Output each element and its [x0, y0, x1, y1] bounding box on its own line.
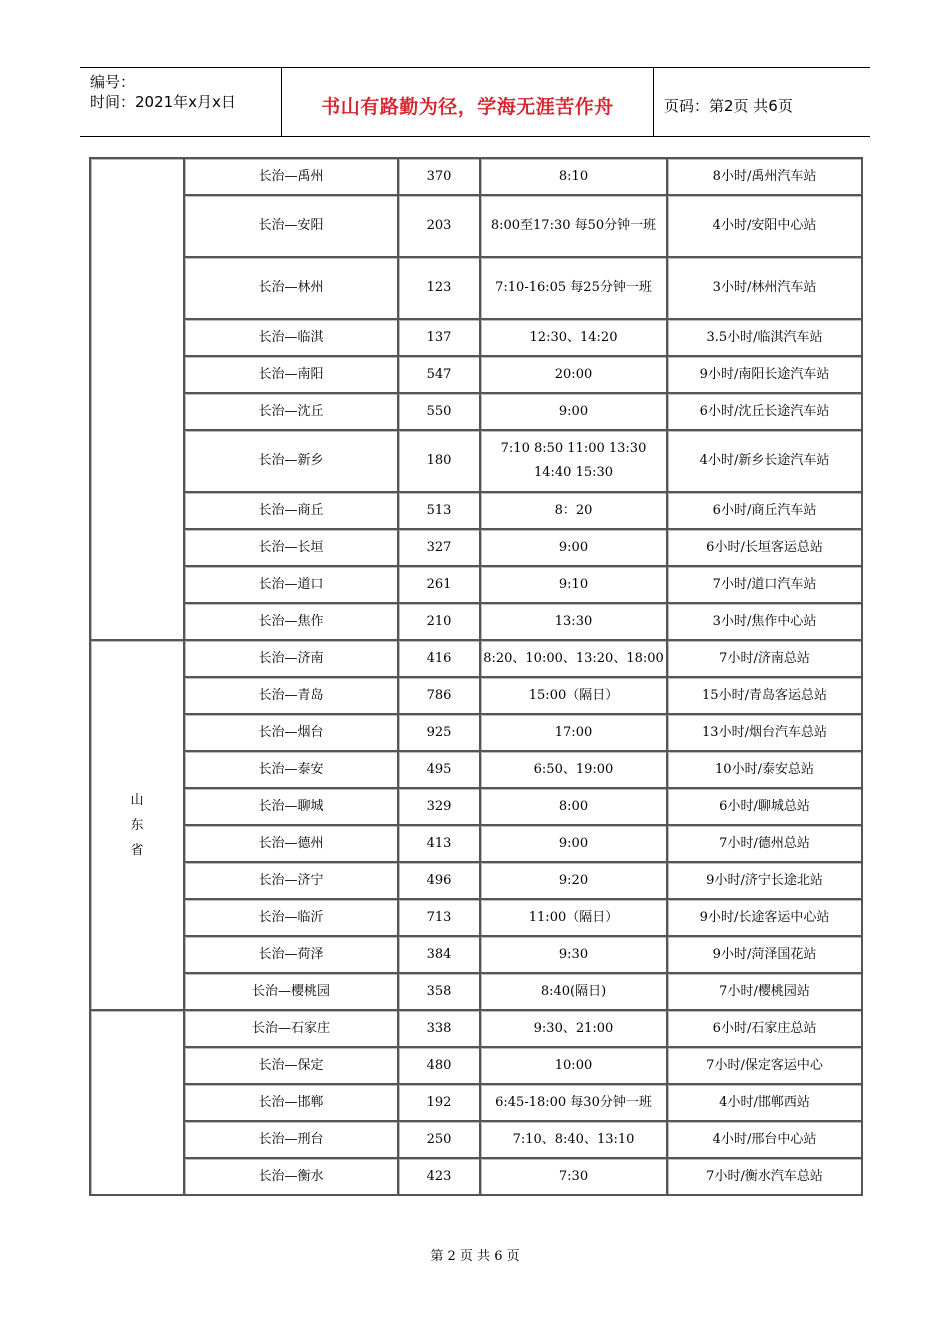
route-cell: 长治—南阳	[185, 357, 399, 394]
distance-cell: 480	[399, 1048, 481, 1085]
province-cell	[91, 159, 185, 641]
duration-cell: 10小时/泰安总站	[668, 752, 863, 789]
schedule-cell: 7:10、8:40、13:10	[481, 1122, 668, 1159]
province-cell	[91, 641, 185, 1011]
distance-cell: 370	[399, 159, 481, 196]
table-row	[91, 789, 863, 826]
schedule-cell: 7:10-16:05 每25分钟一班	[481, 258, 668, 320]
route-cell: 长治—济宁	[185, 863, 399, 900]
route-cell: 长治—聊城	[185, 789, 399, 826]
table-row	[91, 826, 863, 863]
table-row	[91, 1085, 863, 1122]
table-row	[91, 357, 863, 394]
route-cell: 长治—道口	[185, 567, 399, 604]
bus-schedule-table-wrapper	[89, 157, 861, 1196]
route-cell: 长治—石家庄	[185, 1011, 399, 1048]
duration-cell: 4小时/安阳中心站	[668, 196, 863, 258]
distance-cell: 180	[399, 431, 481, 493]
schedule-cell: 9:00	[481, 394, 668, 431]
table-row	[91, 320, 863, 357]
distance-cell: 713	[399, 900, 481, 937]
distance-cell: 423	[399, 1159, 481, 1196]
table-row	[91, 937, 863, 974]
duration-cell: 6小时/长垣客运总站	[668, 530, 863, 567]
duration-cell: 9小时/南阳长途汽车站	[668, 357, 863, 394]
schedule-cell: 9:20	[481, 863, 668, 900]
distance-cell: 338	[399, 1011, 481, 1048]
table-row	[91, 863, 863, 900]
distance-cell: 203	[399, 196, 481, 258]
schedule-cell: 15:00（隔日）	[481, 678, 668, 715]
route-cell: 长治—临沂	[185, 900, 399, 937]
schedule-cell: 9:00	[481, 530, 668, 567]
table-row	[91, 641, 863, 678]
table-body	[91, 159, 863, 1196]
schedule-cell: 6:45-18:00 每30分钟一班	[481, 1085, 668, 1122]
schedule-cell: 13:30	[481, 604, 668, 641]
distance-cell: 358	[399, 974, 481, 1011]
table-row	[91, 394, 863, 431]
duration-cell: 6小时/商丘汽车站	[668, 493, 863, 530]
distance-cell: 192	[399, 1085, 481, 1122]
table-row	[91, 431, 863, 493]
duration-cell: 6小时/沈丘长途汽车站	[668, 394, 863, 431]
table-row	[91, 567, 863, 604]
duration-cell: 6小时/石家庄总站	[668, 1011, 863, 1048]
duration-cell: 8小时/禹州汽车站	[668, 159, 863, 196]
distance-cell: 547	[399, 357, 481, 394]
schedule-cell: 20:00	[481, 357, 668, 394]
table-row	[91, 493, 863, 530]
duration-cell: 9小时/菏泽国花站	[668, 937, 863, 974]
distance-cell: 329	[399, 789, 481, 826]
route-cell: 长治—禹州	[185, 159, 399, 196]
table-row	[91, 1011, 863, 1048]
table-row	[91, 1048, 863, 1085]
duration-cell: 3小时/林州汽车站	[668, 258, 863, 320]
table-row	[91, 196, 863, 258]
number-label: 编号：	[90, 73, 136, 91]
route-cell: 长治—安阳	[185, 196, 399, 258]
schedule-cell: 8:00	[481, 789, 668, 826]
bus-schedule-table	[89, 157, 863, 1196]
table-row	[91, 974, 863, 1011]
duration-cell: 7小时/德州总站	[668, 826, 863, 863]
schedule-cell: 8:00至17:30 每50分钟一班	[481, 196, 668, 258]
duration-cell: 7小时/道口汽车站	[668, 567, 863, 604]
date-label: 时间：2021年x月x日	[90, 93, 236, 111]
schedule-cell: 17:00	[481, 715, 668, 752]
table-row	[91, 258, 863, 320]
route-cell: 长治—济南	[185, 641, 399, 678]
route-cell: 长治—青岛	[185, 678, 399, 715]
duration-cell: 3小时/焦作中心站	[668, 604, 863, 641]
table-row	[91, 678, 863, 715]
distance-cell: 786	[399, 678, 481, 715]
route-cell: 长治—刑台	[185, 1122, 399, 1159]
duration-cell: 4小时/邯郸西站	[668, 1085, 863, 1122]
header-meta	[80, 68, 282, 136]
schedule-cell: 9:30	[481, 937, 668, 974]
table-row	[91, 715, 863, 752]
route-cell: 长治—樱桃园	[185, 974, 399, 1011]
duration-cell: 7小时/济南总站	[668, 641, 863, 678]
schedule-cell: 9:00	[481, 826, 668, 863]
distance-cell: 261	[399, 567, 481, 604]
province-label: 山东省	[130, 792, 144, 858]
distance-cell: 925	[399, 715, 481, 752]
route-cell: 长治—烟台	[185, 715, 399, 752]
route-cell: 长治—商丘	[185, 493, 399, 530]
route-cell: 长治—焦作	[185, 604, 399, 641]
route-cell: 长治—邯郸	[185, 1085, 399, 1122]
province-cell	[91, 1011, 185, 1196]
table-row	[91, 530, 863, 567]
table-row	[91, 900, 863, 937]
schedule-cell: 8:40(隔日)	[481, 974, 668, 1011]
schedule-cell: 8:20、10:00、13:20、18:00	[481, 641, 668, 678]
route-cell: 长治—新乡	[185, 431, 399, 493]
page-footer: 第 2 页 共 6 页	[430, 1249, 520, 1264]
table-row	[91, 1122, 863, 1159]
distance-cell: 416	[399, 641, 481, 678]
duration-cell: 15小时/青岛客运总站	[668, 678, 863, 715]
distance-cell: 123	[399, 258, 481, 320]
duration-cell: 6小时/聊城总站	[668, 789, 863, 826]
table-row	[91, 752, 863, 789]
table-row	[91, 159, 863, 196]
schedule-cell: 12:30、14:20	[481, 320, 668, 357]
schedule-cell: 8：20	[481, 493, 668, 530]
duration-cell: 7小时/樱桃园站	[668, 974, 863, 1011]
duration-cell: 9小时/济宁长途北站	[668, 863, 863, 900]
schedule-cell: 9:30、21:00	[481, 1011, 668, 1048]
schedule-cell: 7:10 8:50 11:00 13:30 14:40 15:30	[481, 431, 668, 493]
schedule-cell: 7:30	[481, 1159, 668, 1196]
distance-cell: 413	[399, 826, 481, 863]
duration-cell: 9小时/长途客运中心站	[668, 900, 863, 937]
duration-cell: 7小时/衡水汽车总站	[668, 1159, 863, 1196]
route-cell: 长治—沈丘	[185, 394, 399, 431]
distance-cell: 384	[399, 937, 481, 974]
table-row	[91, 1159, 863, 1196]
route-cell: 长治—泰安	[185, 752, 399, 789]
distance-cell: 210	[399, 604, 481, 641]
route-cell: 长治—林州	[185, 258, 399, 320]
header-page-number: 页码：第2页 共6页	[664, 96, 793, 115]
route-cell: 长治—德州	[185, 826, 399, 863]
distance-cell: 250	[399, 1122, 481, 1159]
duration-cell: 4小时/新乡长途汽车站	[668, 431, 863, 493]
table-row	[91, 604, 863, 641]
route-cell: 长治—保定	[185, 1048, 399, 1085]
distance-cell: 495	[399, 752, 481, 789]
schedule-cell: 10:00	[481, 1048, 668, 1085]
duration-cell: 7小时/保定客运中心	[668, 1048, 863, 1085]
duration-cell: 13小时/烟台汽车总站	[668, 715, 863, 752]
header-motto: 书山有路勤为径，学海无涯苦作舟	[282, 68, 654, 136]
distance-cell: 496	[399, 863, 481, 900]
document-header	[80, 67, 870, 137]
distance-cell: 327	[399, 530, 481, 567]
duration-cell: 3.5小时/临淇汽车站	[668, 320, 863, 357]
duration-cell: 4小时/邢台中心站	[668, 1122, 863, 1159]
route-cell: 长治—临淇	[185, 320, 399, 357]
route-cell: 长治—荷泽	[185, 937, 399, 974]
schedule-cell: 8:10	[481, 159, 668, 196]
distance-cell: 550	[399, 394, 481, 431]
route-cell: 长治—衡水	[185, 1159, 399, 1196]
distance-cell: 513	[399, 493, 481, 530]
schedule-cell: 11:00（隔日）	[481, 900, 668, 937]
route-cell: 长治—长垣	[185, 530, 399, 567]
distance-cell: 137	[399, 320, 481, 357]
schedule-cell: 9:10	[481, 567, 668, 604]
schedule-cell: 6:50、19:00	[481, 752, 668, 789]
